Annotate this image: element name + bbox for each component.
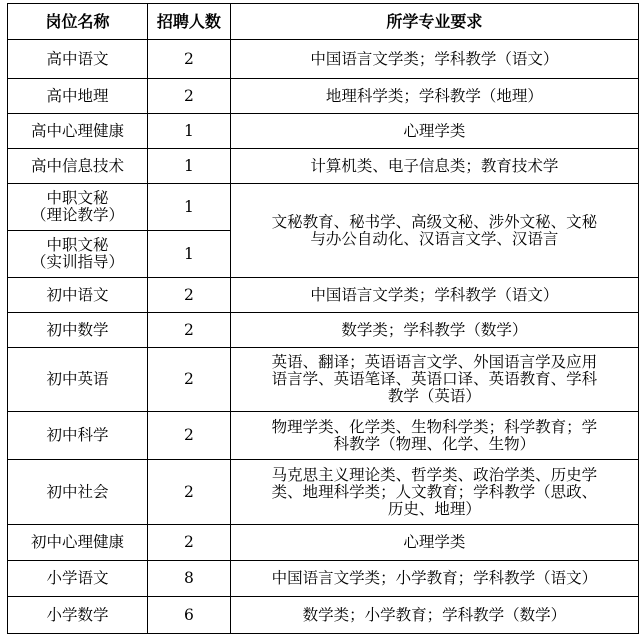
position-cell: 高中信息技术 [8,149,148,184]
header-row [8,4,639,40]
table-row [8,525,639,561]
position-line: 中职文秘 [46,189,109,207]
table-row [8,597,639,634]
position-cell: 初中科学 [8,412,148,460]
count-cell: 6 [148,597,231,634]
major-cell: 地理科学类；学科教学（地理） [230,79,638,114]
position-cell: 初中心理健康 [8,525,148,561]
table-row [8,412,639,460]
table-row [8,149,639,184]
major-cell [230,412,638,460]
major-cell: 心理学类 [230,525,638,561]
position-line: （实训指导） [31,253,125,271]
position-cell: 初中数学 [8,313,148,348]
major-line: 教学（英语） [387,387,481,405]
count-cell: 2 [148,313,231,348]
position-cell [8,184,148,231]
position-line: 中职文秘 [46,236,109,254]
count-cell: 2 [148,278,231,313]
count-cell: 2 [148,40,231,79]
recruitment-table [7,3,639,634]
position-cell: 高中地理 [8,79,148,114]
position-line: （理论教学） [31,206,125,224]
table-row [8,561,639,597]
position-cell: 初中英语 [8,348,148,412]
position-cell: 高中心理健康 [8,114,148,149]
major-cell: 数学类；小学教育；学科教学（数学） [230,597,638,634]
table-row [8,348,639,412]
major-cell: 数学类；学科教学（数学） [230,313,638,348]
major-line: 文秘教育、秘书学、高级文秘、涉外文秘、文秘 [271,212,598,231]
table-row [8,278,639,313]
count-cell: 8 [148,561,231,597]
major-line: 英语、翻译；英语语言文学、外国语言学及应用 [271,353,598,371]
table-row [8,79,639,114]
major-line: 马克思主义理论类、哲学类、政治学类、历史学 [271,465,598,484]
table-row [8,114,639,149]
count-cell: 1 [148,231,231,278]
count-cell: 1 [148,114,231,149]
major-cell: 中国语言文学类；小学教育；学科教学（语文） [230,561,638,597]
major-cell [230,460,638,525]
major-cell [230,184,638,278]
position-cell: 高中语文 [8,40,148,79]
header-count: 招聘人数 [148,4,231,40]
count-cell: 2 [148,348,231,412]
count-cell: 2 [148,525,231,561]
position-cell [8,231,148,278]
major-cell: 心理学类 [230,114,638,149]
major-line: 类、地理科学类；人文教育；学科教学（思政、 [271,482,598,501]
header-major: 所学专业要求 [230,4,638,40]
major-cell: 中国语言文学类；学科教学（语文） [230,278,638,313]
header-position: 岗位名称 [8,4,148,40]
position-cell: 小学数学 [8,597,148,634]
major-line: 与办公自动化、汉语言文学、汉语言 [310,229,559,248]
table-row [8,40,639,79]
major-cell: 中国语言文学类；学科教学（语文） [230,40,638,79]
count-cell: 1 [148,184,231,231]
table-row [8,313,639,348]
major-line: 语言学、英语笔译、英语口译、英语教育、学科 [271,370,598,388]
table-row [8,460,639,525]
major-line: 物理学类、化学类、生物科学类；科学教育；学 [271,417,598,436]
position-cell: 初中语文 [8,278,148,313]
position-cell: 小学语文 [8,561,148,597]
position-cell: 初中社会 [8,460,148,525]
major-line: 历史、地理） [387,499,481,518]
major-cell: 计算机类、电子信息类；教育技术学 [230,149,638,184]
count-cell: 2 [148,412,231,460]
major-cell [230,348,638,412]
count-cell: 2 [148,79,231,114]
major-line: 科教学（物理、化学、生物） [333,434,536,453]
table-row [8,184,639,231]
count-cell: 2 [148,460,231,525]
count-cell: 1 [148,149,231,184]
